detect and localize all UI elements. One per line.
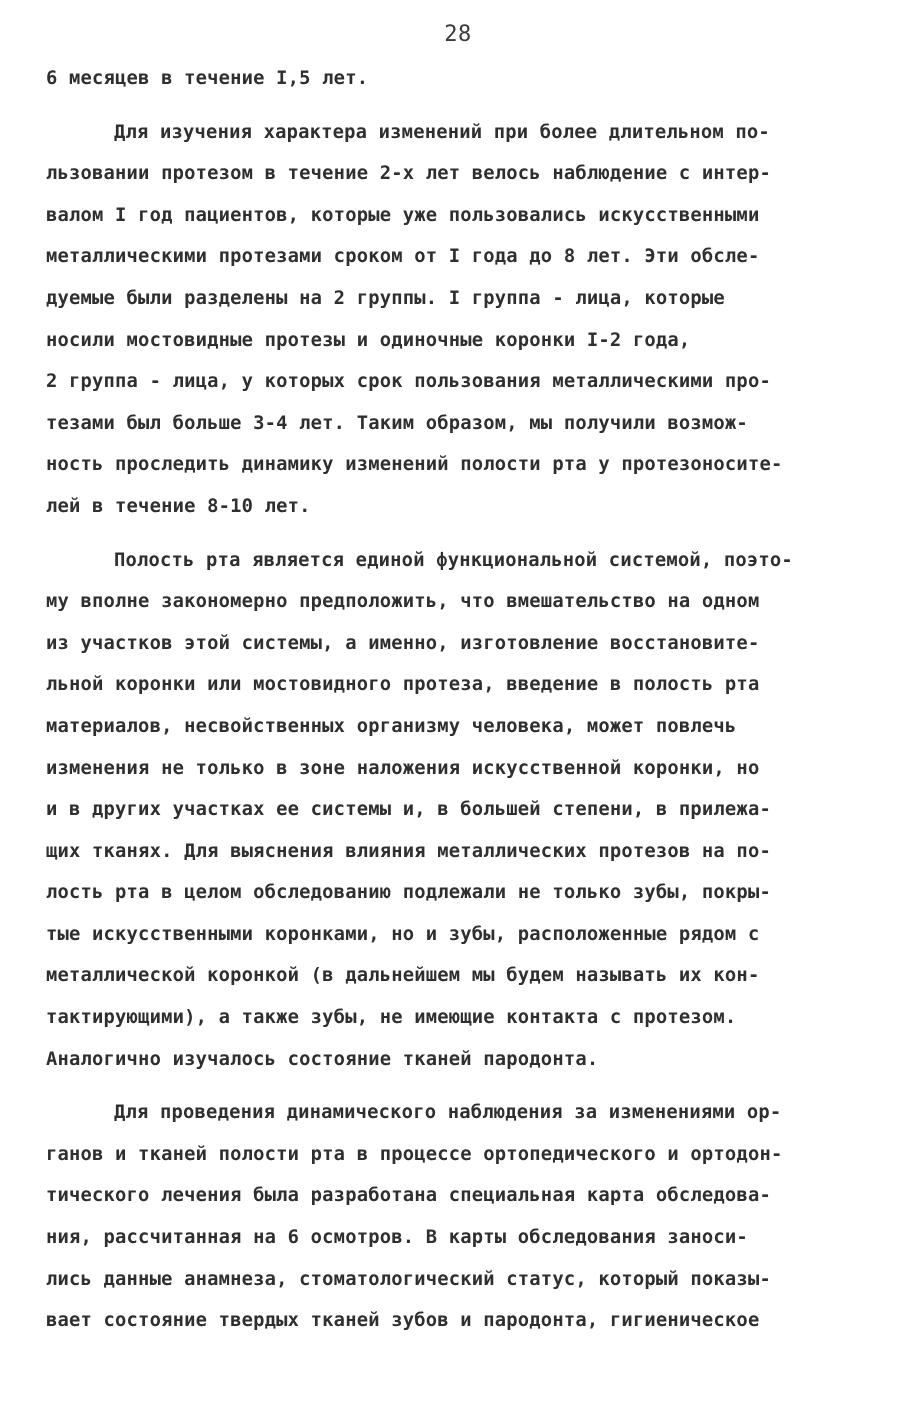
text-line: изменения не только в зоне наложения искусственной коронки, но [46,757,760,779]
paragraph-gap [46,100,866,112]
text-line: Для проведения динамического наблюдения за изменениями ор- [114,1102,782,1124]
text-line: и в других участках ее системы и, в большей степени, в прилежа- [46,799,771,821]
text-line: тые искусственными коронками, но и зубы, расположенные рядом с [46,923,760,945]
text-line: льзовании протезом в течение 2-х лет велось наблюдение с интер- [46,163,771,185]
text-line: из участков этой системы, а именно, изготовление восстановите- [46,632,760,654]
text-line: валом I год пациентов, которые уже пользовались искусственными [46,204,760,226]
text-line: ганов и тканей полости рта в процессе ортопедического и ортодон- [46,1143,783,1165]
text-line: дуемые были разделены на 2 группы. I группа - лица, которые [46,287,725,309]
text-line: 6 месяцев в течение I,5 лет. [46,68,369,89]
text-line: щих тканях. Для выяснения влияния металлических протезов на по- [46,840,771,862]
text-line: Для изучения характера изменений при более длительном по- [114,121,770,143]
paragraph-examination-card [46,1092,866,1342]
text-line: Полость рта является единой функциональной системой, поэто- [114,549,793,571]
text-line: 2 группа - лица, у которых срок пользования металлическими про- [46,371,771,393]
paragraph-gap [46,1080,866,1092]
text-line: лись данные анамнеза, стоматологический статус, который показы- [46,1268,771,1290]
text-line: носили мостовидные протезы и одиночные коронки I-2 года, [46,329,691,351]
text-line: тезами был больше 3-4 лет. Таким образом, мы получили возмож- [46,412,748,434]
text-line: Аналогично изучалось состояние тканей пародонта. [46,1048,599,1070]
body-text [46,58,866,1342]
text-line: ность проследить динамику изменений полости рта у протезоносите- [46,454,783,476]
text-line: металлическими протезами сроком от I года до 8 лет. Эти обсле- [46,246,760,268]
paragraph-continuation [46,58,866,100]
paragraph-oral-cavity-system [46,540,866,1081]
text-line: тактирующими), а также зубы, не имеющие контакта с протезом. [46,1007,737,1029]
text-line: му вполне закономерно предположить, что вмешательство на одном [46,591,760,613]
paragraph-observation-groups [46,112,866,528]
paragraph-gap [46,528,866,540]
text-line: ния, рассчитанная на 6 осмотров. В карты обследования заноси- [46,1227,748,1249]
text-line: тического лечения была разработана специальная карта обследова- [46,1185,771,1207]
page-number: 28 [444,22,472,47]
text-line: лость рта в целом обследованию подлежали не только зубы, покры- [46,882,771,904]
text-line: вает состояние твердых тканей зубов и пародонта, гигиеническое [46,1310,760,1332]
text-line: льной коронки или мостовидного протеза, введение в полость рта [46,674,760,696]
text-line: металлической коронкой (в дальнейшем мы будем называть их кон- [46,965,760,987]
text-line: лей в течение 8-10 лет. [46,495,311,517]
text-line: материалов, несвойственных организму человека, может повлечь [46,715,737,737]
